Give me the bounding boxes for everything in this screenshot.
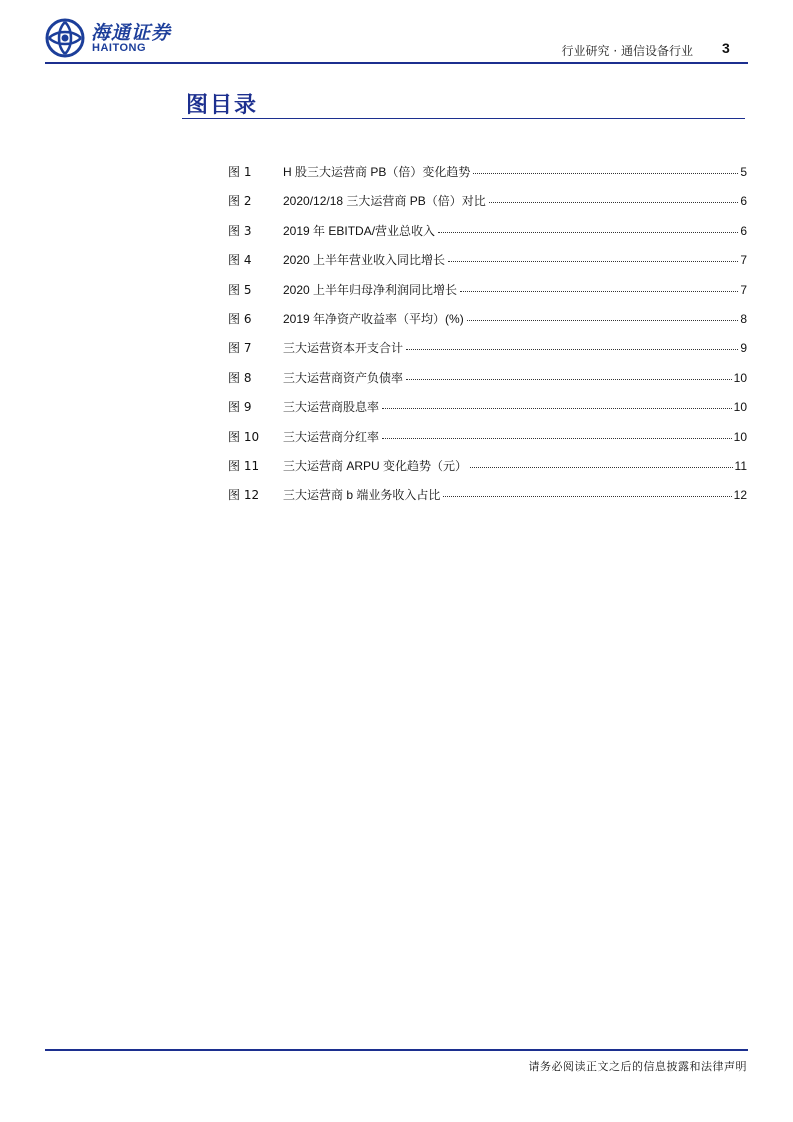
toc-entry-title: 2019 年净资产收益率（平均）(%) [283,311,464,326]
toc-entry-label: 图 7 [228,341,252,356]
toc-entry-title: 三大运营商资产负债率 [283,370,404,385]
toc-leader-dots [489,202,739,203]
haitong-logo [45,18,185,58]
toc-entry-title: 三大运营商分红率 [283,429,380,444]
toc-entry-label: 图 9 [228,400,252,415]
toc-entry-title: 三大运营资本开支合计 [283,341,404,356]
disclosure-note: 请务必阅读正文之后的信息披露和法律声明 [528,1060,747,1073]
toc-entry-label: 图 6 [228,311,252,326]
toc-entry[interactable] [228,369,747,398]
toc-entry[interactable] [228,310,747,339]
toc-leader-dots [382,438,732,439]
toc-entry-page: 8 [740,311,747,326]
toc-leader-dots [406,379,732,380]
toc-title: 图目录 [186,93,259,118]
toc-entry-label: 图 8 [228,370,252,385]
toc-entry-page: 5 [740,165,747,179]
toc-entry-title: 2019 年 EBITDA/营业总收入 [283,223,436,238]
toc-entry-page: 10 [733,370,747,385]
toc-leader-dots [438,232,738,233]
toc-leader-dots [460,291,738,292]
toc-entry-label: 图 12 [228,488,260,503]
haitong-emblem-icon [45,18,85,58]
toc-leader-dots [448,261,738,262]
toc-entry-page: 7 [740,253,747,268]
toc-entry[interactable] [228,398,747,427]
toc-entry-page: 6 [740,223,747,238]
toc-entry-title: H 股三大运营商 PB（倍）变化趋势 [283,165,471,179]
toc-entry[interactable] [228,339,747,368]
toc-entry-page: 11 [734,458,747,473]
toc-entry[interactable] [228,163,747,192]
logo-chinese-name: 海通证券 [91,22,172,44]
page-number: 3 [722,40,730,56]
toc-entry-label: 图 2 [228,194,252,209]
toc-entry-title: 三大运营商 ARPU 变化趋势（元） [283,458,468,473]
toc-entry[interactable] [228,251,747,280]
toc-entry-page: 10 [733,400,747,415]
toc-entry-page: 6 [740,194,747,209]
toc-entry[interactable] [228,192,747,221]
toc-entry-label: 图 5 [228,282,252,297]
toc-entry[interactable] [228,457,747,486]
toc-leader-dots [473,173,738,174]
page-header [0,0,793,70]
toc-leader-dots [443,496,731,497]
toc-leader-dots [382,408,732,409]
logo-english-name: HAITONG [92,42,147,54]
toc-entry-page: 9 [740,341,747,356]
toc-entry-title: 2020/12/18 三大运营商 PB（倍）对比 [283,194,486,209]
toc-entry-label: 图 3 [228,223,252,238]
footer-divider [45,1049,748,1051]
toc-entry-label: 图 1 [228,165,252,179]
figure-toc-list [228,163,747,516]
toc-entry-title: 三大运营商 b 端业务收入占比 [283,488,441,503]
toc-entry[interactable] [228,281,747,310]
toc-entry[interactable] [228,222,747,251]
toc-entry-page: 12 [733,488,747,503]
toc-entry[interactable] [228,428,747,457]
toc-entry-page: 7 [740,282,747,297]
toc-entry-label: 图 10 [228,429,260,444]
toc-entry-label: 图 4 [228,253,252,268]
toc-leader-dots [406,349,738,350]
toc-entry-title: 2020 上半年归母净利润同比增长 [283,282,458,297]
toc-entry[interactable] [228,486,747,515]
toc-leader-dots [467,320,739,321]
toc-title-divider [182,118,745,119]
toc-entry-title: 三大运营商股息率 [283,400,380,415]
report-category: 行业研究 · 通信设备行业 [561,44,693,58]
toc-entry-title: 2020 上半年营业收入同比增长 [283,253,446,268]
toc-entry-page: 10 [733,429,747,444]
toc-leader-dots [470,467,733,468]
header-divider [45,62,748,64]
toc-entry-label: 图 11 [228,458,260,473]
